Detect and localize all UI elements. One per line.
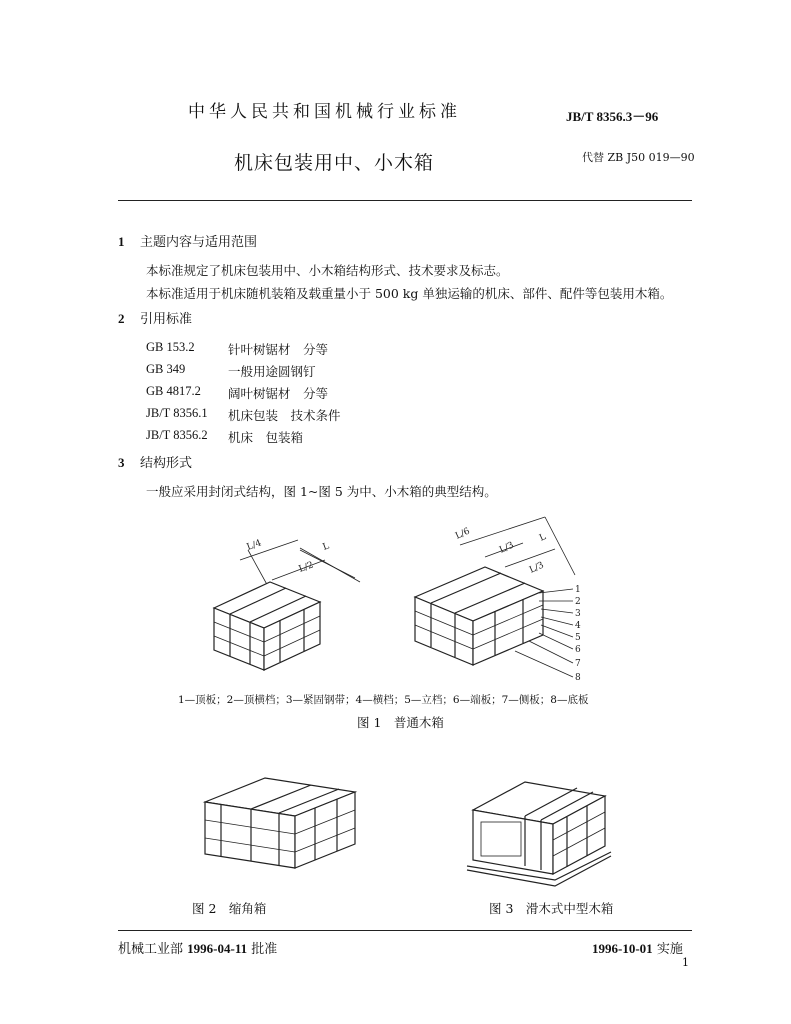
section-3-heading [118, 452, 192, 471]
standard-code: JB/T 8356.3－96 [566, 109, 659, 124]
reference-code: GB 349 [146, 362, 186, 376]
footer-divider [118, 930, 692, 931]
callout-8: 8 [575, 673, 581, 683]
figure-3-caption: 图 3 滑木式中型木箱 [489, 901, 614, 916]
section-number: 2 [118, 311, 125, 326]
callout-1: 1 [575, 585, 581, 595]
effective-date: 1996-10-01 [592, 941, 653, 956]
dim-label: L/6 [454, 526, 472, 542]
page-number: 1 [682, 956, 689, 969]
document-title: 机床包装用中、小木箱 [234, 152, 435, 174]
approval-line [118, 938, 277, 957]
figure-2-crate [195, 772, 365, 882]
callout-4: 4 [575, 621, 581, 631]
reference-code: GB 153.2 [146, 340, 195, 354]
effective-line [592, 938, 683, 957]
section-title: 引用标准 [140, 312, 193, 327]
header-divider [118, 200, 692, 201]
figure-3-crate [465, 770, 615, 895]
callout-6: 6 [575, 645, 581, 655]
dim-label: L/2 [297, 560, 315, 575]
section-title: 结构形式 [140, 456, 193, 471]
effective-label: 实施 [656, 942, 683, 957]
reference-code: JB/T 8356.1 [146, 406, 208, 420]
reference-code: GB 4817.2 [146, 384, 201, 398]
figure-1-crate-right [405, 515, 595, 685]
callout-2: 2 [575, 597, 581, 607]
approval-label: 批准 [251, 942, 278, 957]
section-title: 主题内容与适用范围 [140, 235, 258, 250]
section-3-paragraph-1: 一般应采用封闭式结构，图 1~图 5 为中、小木箱的典型结构。 [146, 484, 497, 499]
reference-name: 针叶树锯材 分等 [228, 342, 329, 357]
reference-name: 阔叶树锯材 分等 [228, 386, 329, 401]
figure-1-caption: 图 1 普通木箱 [357, 715, 444, 730]
section-1-heading [118, 231, 257, 250]
figure-2-caption: 图 2 缩角箱 [192, 901, 267, 916]
approver: 机械工业部 [118, 942, 184, 957]
reference-code: JB/T 8356.2 [146, 428, 208, 442]
approval-date: 1996-04-11 [187, 941, 248, 956]
issuing-organization: 中华人民共和国机械行业标准 [188, 102, 461, 122]
dim-label: L [321, 541, 331, 553]
section-2-heading [118, 308, 192, 327]
section-1-paragraph-2: 本标准适用于机床随机装箱及载重量小于 500 kg 单独运输的机床、部件、配件等包装用木箱。 [146, 286, 673, 301]
dim-label: L [538, 532, 548, 544]
dim-label: L/3 [498, 540, 516, 556]
reference-name: 机床 包装箱 [228, 430, 304, 445]
dim-label: L/3 [528, 560, 546, 576]
dim-label: L/4 [245, 538, 263, 553]
reference-name: 一般用途圆钢钉 [228, 364, 316, 379]
figure-1-parts-legend: 1—顶板；2—顶横档；3—紧固钢带；4—横档；5—立档；6—端板；7—侧板；8—底板 [178, 694, 589, 706]
section-number: 1 [118, 234, 125, 249]
replaces-note: 代替 ZB J50 019—90 [582, 151, 695, 164]
reference-name: 机床包装 技术条件 [228, 408, 341, 423]
callout-3: 3 [575, 609, 581, 619]
section-number: 3 [118, 455, 125, 470]
callout-5: 5 [575, 633, 581, 643]
figure-1-crate-left [200, 530, 370, 680]
section-1-paragraph-1: 本标准规定了机床包装用中、小木箱结构形式、技术要求及标志。 [146, 263, 509, 278]
callout-7: 7 [575, 659, 581, 669]
